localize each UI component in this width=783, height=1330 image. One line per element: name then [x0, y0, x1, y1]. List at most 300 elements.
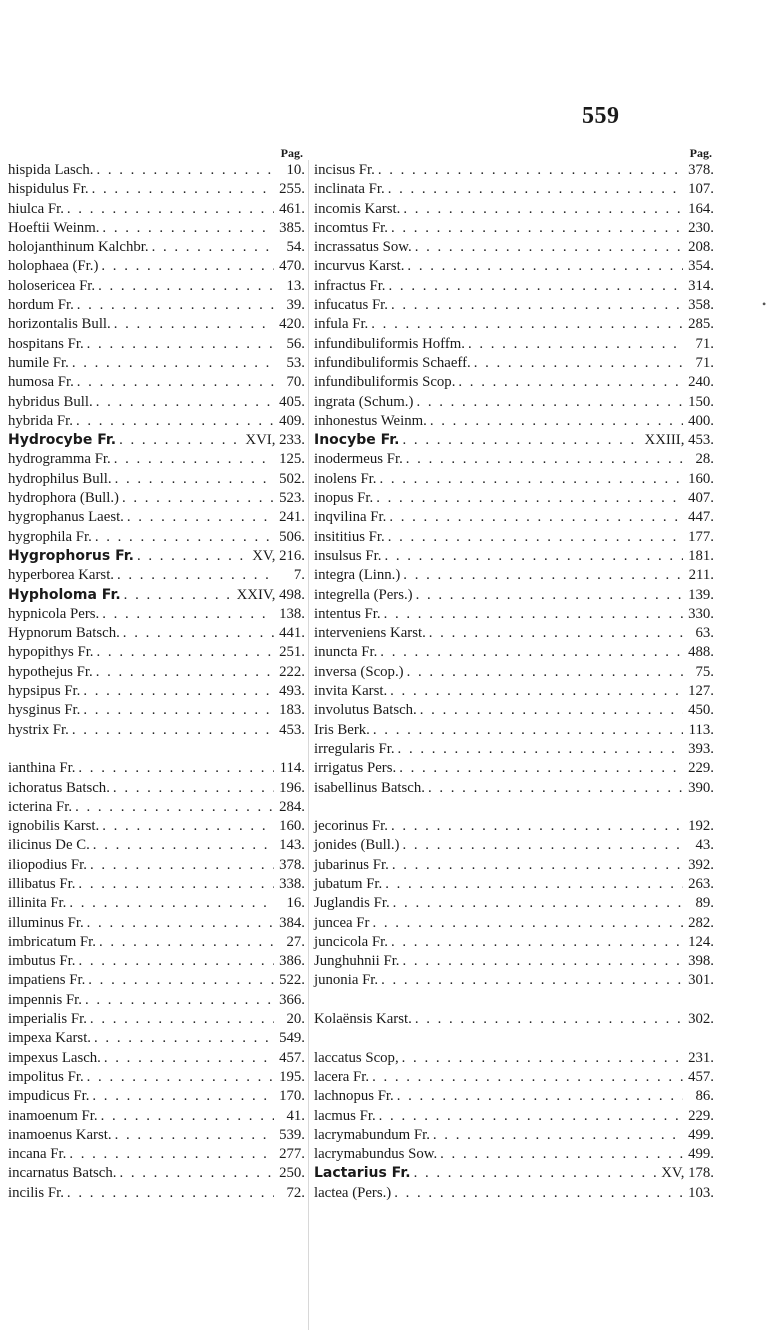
entry-page: 56.	[286, 335, 305, 352]
entry-page: 75.	[695, 663, 714, 680]
entry-term: inuncta Fr.	[314, 644, 378, 661]
dot-leader	[392, 856, 683, 875]
entry-term: ingrata (Schum.)	[314, 393, 414, 410]
index-list	[8, 161, 305, 1203]
index-entry	[8, 682, 305, 701]
index-entry	[8, 450, 305, 469]
entry-page: 493.	[279, 683, 305, 700]
dot-leader	[127, 508, 274, 527]
dot-leader	[384, 547, 683, 566]
entry-page: 549.	[279, 1030, 305, 1047]
index-entry	[314, 952, 714, 971]
index-entry	[8, 701, 305, 720]
dot-leader	[393, 894, 683, 913]
dot-leader	[379, 470, 683, 489]
entry-page: XXIV, 498.	[236, 586, 305, 603]
entry-page: 240.	[688, 374, 714, 391]
entry-page: 143.	[279, 837, 305, 854]
entry-page: 229.	[688, 1107, 714, 1124]
dot-leader	[397, 1087, 683, 1106]
dot-leader	[78, 952, 274, 971]
entry-term: hospitans Fr.	[8, 335, 84, 352]
entry-term: juncea Fr	[314, 914, 370, 931]
dot-leader	[420, 701, 683, 720]
entry-page: 407.	[688, 490, 714, 507]
dot-leader	[415, 1010, 683, 1029]
entry-page: 139.	[688, 586, 714, 603]
index-entry	[8, 1107, 305, 1126]
index-entry	[8, 914, 305, 933]
index-list	[314, 161, 714, 1203]
index-entry	[314, 315, 714, 334]
index-entry	[314, 779, 714, 798]
dot-leader	[403, 836, 684, 855]
entry-page: 113.	[688, 721, 714, 738]
entry-term: incarnatus Batsch.	[8, 1165, 117, 1182]
entry-term: irrigatus Pers.	[314, 760, 397, 777]
index-entry	[8, 200, 305, 219]
entry-term: hydrophilus Bull.	[8, 470, 112, 487]
entry-term: Hygrophorus Fr.	[8, 547, 134, 564]
entry-page: 20.	[286, 1011, 305, 1028]
entry-term: isabellinus Batsch.	[314, 779, 425, 796]
index-entry	[314, 489, 714, 508]
entry-page: 392.	[688, 856, 714, 873]
entry-term: humosa Fr.	[8, 374, 74, 391]
index-entry	[314, 1087, 714, 1106]
entry-term: horizontalis Bull.	[8, 316, 111, 333]
dot-leader	[72, 721, 274, 740]
index-entry	[314, 528, 714, 547]
index-entry	[8, 296, 305, 315]
index-entry	[8, 1184, 305, 1203]
dot-leader	[398, 740, 683, 759]
entry-term: inclinata Fr.	[314, 181, 385, 198]
index-entry	[8, 277, 305, 296]
index-entry	[314, 547, 714, 566]
entry-page: 170.	[279, 1088, 305, 1105]
entry-term: ignobilis Karst.	[8, 818, 100, 835]
dot-leader	[430, 412, 683, 431]
index-entry	[314, 759, 714, 778]
entry-term: incrassatus Sow.	[314, 239, 412, 256]
index-entry	[8, 971, 305, 990]
entry-term: inamoenum Fr.	[8, 1107, 98, 1124]
entry-page: 282.	[688, 914, 714, 931]
entry-page: 330.	[688, 605, 714, 622]
dot-leader	[403, 431, 642, 450]
entry-page: 138.	[279, 605, 305, 622]
entry-term: incomis Karst.	[314, 200, 401, 217]
dot-leader	[83, 682, 274, 701]
entry-page: 70.	[286, 374, 305, 391]
index-entry	[314, 161, 714, 180]
entry-page: 523.	[279, 490, 305, 507]
entry-term: holojanthinum Kalchbr.	[8, 239, 149, 256]
dot-leader	[394, 1184, 683, 1203]
entry-term: hispidulus Fr.	[8, 181, 89, 198]
dot-leader	[391, 933, 683, 952]
dot-leader	[77, 373, 274, 392]
entry-page: 54.	[286, 239, 305, 256]
entry-term: hydrogramma Fr.	[8, 451, 111, 468]
entry-term: hybrida Fr.	[8, 412, 73, 429]
entry-page: 250.	[279, 1165, 305, 1182]
entry-page: 231.	[688, 1049, 714, 1066]
index-entry	[314, 1145, 714, 1164]
entry-term: hystrix Fr.	[8, 721, 69, 738]
entry-term: ilicinus De C.	[8, 837, 90, 854]
entry-term: invita Karst.	[314, 683, 388, 700]
column-header: Pag.	[280, 146, 303, 160]
index-entry	[314, 643, 714, 662]
entry-page: 470.	[279, 258, 305, 275]
index-entry	[8, 952, 305, 971]
entry-page: 441.	[279, 625, 305, 642]
entry-page: 539.	[279, 1126, 305, 1143]
entry-term: junonia Fr.	[314, 972, 379, 989]
entry-term: imperialis Fr.	[8, 1011, 87, 1028]
entry-term: icterina Fr.	[8, 798, 73, 815]
entry-page: 164.	[688, 200, 714, 217]
dot-leader	[407, 663, 683, 682]
dot-leader	[122, 489, 274, 508]
entry-page: 192.	[688, 818, 714, 835]
index-entry	[314, 586, 714, 605]
entry-term: hordum Fr.	[8, 297, 74, 314]
entry-term: Hydrocybe Fr.	[8, 432, 117, 449]
dot-leader	[113, 779, 274, 798]
index-entry	[314, 257, 714, 276]
index-entry	[8, 354, 305, 373]
index-entry	[8, 335, 305, 354]
index-column-left	[8, 145, 305, 1203]
index-entry	[314, 180, 714, 199]
entry-page: 71.	[695, 354, 714, 371]
dot-leader	[114, 450, 274, 469]
index-entry	[8, 1145, 305, 1164]
index-entry	[8, 663, 305, 682]
entry-term: insulsus Fr.	[314, 547, 382, 564]
entry-term: imbricatum Fr.	[8, 933, 96, 950]
entry-term: jubarinus Fr.	[314, 856, 389, 873]
dot-leader	[416, 586, 683, 605]
index-entry	[314, 914, 714, 933]
entry-page: 457.	[279, 1049, 305, 1066]
dot-leader	[378, 161, 683, 180]
entry-page: 255.	[279, 181, 305, 198]
index-entry	[8, 894, 305, 913]
entry-term: inopus Fr.	[314, 490, 374, 507]
entry-term: infundibuliformis Hoffm.	[314, 335, 465, 352]
entry-page: XV, 178.	[661, 1165, 714, 1182]
entry-page: 284.	[279, 798, 305, 815]
dot-leader	[389, 508, 683, 527]
entry-page: 7.	[293, 567, 305, 584]
index-entry	[314, 412, 714, 431]
entry-page: 502.	[279, 470, 305, 487]
entry-term: integra (Linn.)	[314, 567, 401, 584]
dot-leader	[78, 759, 274, 778]
entry-term: hysginus Fr.	[8, 702, 81, 719]
index-entry	[314, 701, 714, 720]
entry-term: impennis Fr.	[8, 991, 82, 1008]
index-entry	[314, 875, 714, 894]
dot-leader	[391, 219, 683, 238]
index-entry	[314, 354, 714, 373]
entry-term: Iris Berk.	[314, 721, 370, 738]
entry-term: infucatus Fr.	[314, 297, 388, 314]
entry-term: Hypholoma Fr.	[8, 586, 121, 603]
dot-leader	[96, 161, 274, 180]
index-entry	[8, 528, 305, 547]
index-entry	[8, 605, 305, 624]
entry-term: Junghuhnii Fr.	[314, 953, 400, 970]
entry-term: impolitus Fr.	[8, 1068, 84, 1085]
dot-leader	[391, 296, 683, 315]
entry-term: hygrophila Fr.	[8, 528, 92, 545]
dot-leader	[428, 779, 683, 798]
entry-page: 160.	[279, 818, 305, 835]
entry-term: Kolaënsis Karst.	[314, 1011, 412, 1028]
entry-page: 385.	[279, 219, 305, 236]
index-entry	[8, 1164, 305, 1183]
dot-leader	[119, 1164, 274, 1183]
index-entry	[8, 1029, 305, 1048]
entry-term: inhonestus Weinm.	[314, 412, 427, 429]
entry-term: lachnopus Fr.	[314, 1088, 394, 1105]
entry-page: 13.	[286, 277, 305, 294]
index-entry	[8, 373, 305, 392]
entry-term: involutus Batsch.	[314, 702, 417, 719]
dot-leader	[406, 450, 683, 469]
index-entry	[8, 991, 305, 1010]
entry-page: 127.	[688, 683, 714, 700]
entry-page: 378.	[279, 856, 305, 873]
dot-leader	[402, 1049, 683, 1068]
entry-term: lacrymabundum Fr.	[314, 1126, 430, 1143]
index-entry	[8, 1126, 305, 1145]
dot-leader	[98, 277, 274, 296]
entry-term: hygrophanus Laest.	[8, 509, 124, 526]
index-entry	[8, 1068, 305, 1087]
entry-page: 53.	[286, 354, 305, 371]
dot-leader	[78, 875, 274, 894]
entry-term: impexus Lasch.	[8, 1049, 101, 1066]
entry-term: infundibuliformis Schaeff.	[314, 354, 471, 371]
entry-page: 409.	[279, 412, 305, 429]
dot-leader	[87, 1068, 274, 1087]
entry-page: 506.	[279, 528, 305, 545]
index-entry	[314, 508, 714, 527]
dot-leader	[399, 759, 683, 778]
index-entry	[314, 1049, 714, 1068]
entry-term: inolens Fr.	[314, 470, 377, 487]
dot-leader	[95, 528, 274, 547]
entry-page: 241.	[279, 509, 305, 526]
entry-term: infundibuliformis Scop.	[314, 374, 456, 391]
entry-page: 107.	[688, 181, 714, 198]
entry-term: incomtus Fr.	[314, 219, 388, 236]
entry-page: 230.	[688, 219, 714, 236]
dot-leader	[94, 1029, 274, 1048]
entry-term: hypothejus Fr.	[8, 663, 93, 680]
dot-leader	[96, 663, 274, 682]
entry-term: infula Fr.	[314, 316, 369, 333]
entry-page: 63.	[695, 625, 714, 642]
dot-leader	[429, 624, 683, 643]
entry-page: 263.	[688, 875, 714, 892]
index-entry	[314, 1010, 714, 1029]
entry-page: 103.	[688, 1184, 714, 1201]
entry-term: hybridus Bull.	[8, 393, 93, 410]
dot-leader	[372, 914, 683, 933]
entry-term: lacrymabundus Sow.	[314, 1146, 438, 1163]
dot-leader	[93, 836, 274, 855]
entry-page: 378.	[688, 162, 714, 178]
entry-page: 447.	[688, 509, 714, 526]
entry-term: incisus Fr.	[314, 162, 375, 178]
entry-page: 195.	[279, 1068, 305, 1085]
index-entry	[314, 817, 714, 836]
entry-term: jonides (Bull.)	[314, 837, 400, 854]
dot-leader	[114, 315, 274, 334]
dot-leader	[77, 296, 274, 315]
entry-term: hispida Lasch.	[8, 162, 94, 178]
dot-leader	[388, 180, 683, 199]
entry-term: interveniens Karst.	[314, 625, 426, 642]
entry-page: XVI, 233.	[245, 432, 305, 449]
dot-leader	[90, 856, 274, 875]
dot-leader	[85, 991, 274, 1010]
entry-term: Hoeftii Weinm.	[8, 219, 100, 236]
dot-leader	[101, 257, 274, 276]
entry-term: inodermeus Fr.	[314, 451, 403, 468]
index-entry	[8, 508, 305, 527]
dot-leader	[87, 335, 274, 354]
dot-leader	[97, 643, 274, 662]
entry-term: Inocybe Fr.	[314, 432, 400, 449]
entry-page: 43.	[695, 837, 714, 854]
entry-page: 400.	[688, 412, 714, 429]
entry-page: 488.	[688, 644, 714, 661]
dot-leader	[440, 1145, 683, 1164]
entry-term: humile Fr.	[8, 354, 69, 371]
entry-page: XXIII, 453.	[644, 432, 714, 449]
entry-page: 196.	[279, 779, 305, 796]
index-entry	[8, 180, 305, 199]
index-entry	[314, 238, 714, 257]
dot-leader	[403, 200, 683, 219]
entry-page: 450.	[688, 702, 714, 719]
entry-page: 71.	[695, 335, 714, 352]
margin-mark: •	[762, 297, 767, 311]
index-entry	[8, 470, 305, 489]
dot-leader	[101, 1107, 274, 1126]
index-entry	[8, 759, 305, 778]
dot-leader	[67, 1184, 274, 1203]
index-entry	[8, 1010, 305, 1029]
dot-leader	[372, 1068, 683, 1087]
index-entry	[8, 933, 305, 952]
column-divider	[308, 160, 309, 1330]
index-entry	[314, 1107, 714, 1126]
entry-page: 86.	[695, 1088, 714, 1105]
dot-leader	[385, 875, 683, 894]
index-entry	[8, 393, 305, 412]
entry-page: 41.	[286, 1107, 305, 1124]
entry-page: 461.	[279, 200, 305, 217]
index-entry	[314, 219, 714, 238]
entry-page: 251.	[279, 644, 305, 661]
index-entry	[8, 586, 305, 605]
entry-term: illuminus Fr.	[8, 914, 84, 931]
entry-term: inamoenus Karst.	[8, 1126, 112, 1143]
dot-leader	[69, 894, 274, 913]
dot-leader	[117, 566, 274, 585]
index-entry	[314, 894, 714, 913]
entry-page: 177.	[688, 528, 714, 545]
index-entry	[8, 1049, 305, 1068]
index-entry	[8, 875, 305, 894]
dot-leader	[468, 335, 683, 354]
entry-term: integrella (Pers.)	[314, 586, 413, 603]
entry-page: 160.	[688, 470, 714, 487]
entry-term: insititius Fr.	[314, 528, 385, 545]
entry-term: impudicus Fr.	[8, 1088, 90, 1105]
dot-leader	[376, 489, 683, 508]
dot-leader	[152, 238, 274, 257]
entry-page: 114.	[279, 760, 305, 777]
index-entry	[8, 836, 305, 855]
dot-leader	[96, 393, 274, 412]
entry-page: 420.	[279, 316, 305, 333]
dot-leader	[67, 200, 274, 219]
entry-term: jubatum Fr.	[314, 875, 383, 892]
dot-leader	[137, 547, 249, 566]
entry-term: intentus Fr.	[314, 605, 381, 622]
dot-leader	[384, 605, 683, 624]
entry-page: 89.	[695, 895, 714, 912]
entry-term: inversa (Scop.)	[314, 663, 404, 680]
entry-term: lacmus Fr.	[314, 1107, 376, 1124]
index-entry	[8, 315, 305, 334]
dot-leader	[380, 643, 683, 662]
entry-page: 183.	[279, 702, 305, 719]
dot-leader	[119, 431, 242, 450]
index-entry	[314, 682, 714, 701]
entry-term: lacera Fr.	[314, 1068, 370, 1085]
entry-term: infractus Fr.	[314, 277, 386, 294]
dot-leader	[102, 219, 274, 238]
index-entry	[314, 566, 714, 585]
dot-leader	[87, 914, 274, 933]
entry-page: 27.	[286, 933, 305, 950]
index-entry	[8, 856, 305, 875]
entry-page: 229.	[688, 760, 714, 777]
dot-leader	[474, 354, 683, 373]
index-entry	[314, 373, 714, 392]
index-entry	[8, 257, 305, 276]
index-entry	[8, 566, 305, 585]
dot-leader	[403, 566, 683, 585]
entry-term: Hypnorum Batsch.	[8, 625, 120, 642]
index-entry	[314, 335, 714, 354]
index-entry	[314, 393, 714, 412]
index-entry	[314, 836, 714, 855]
entry-page: 150.	[688, 393, 714, 410]
entry-page: 384.	[279, 914, 305, 931]
